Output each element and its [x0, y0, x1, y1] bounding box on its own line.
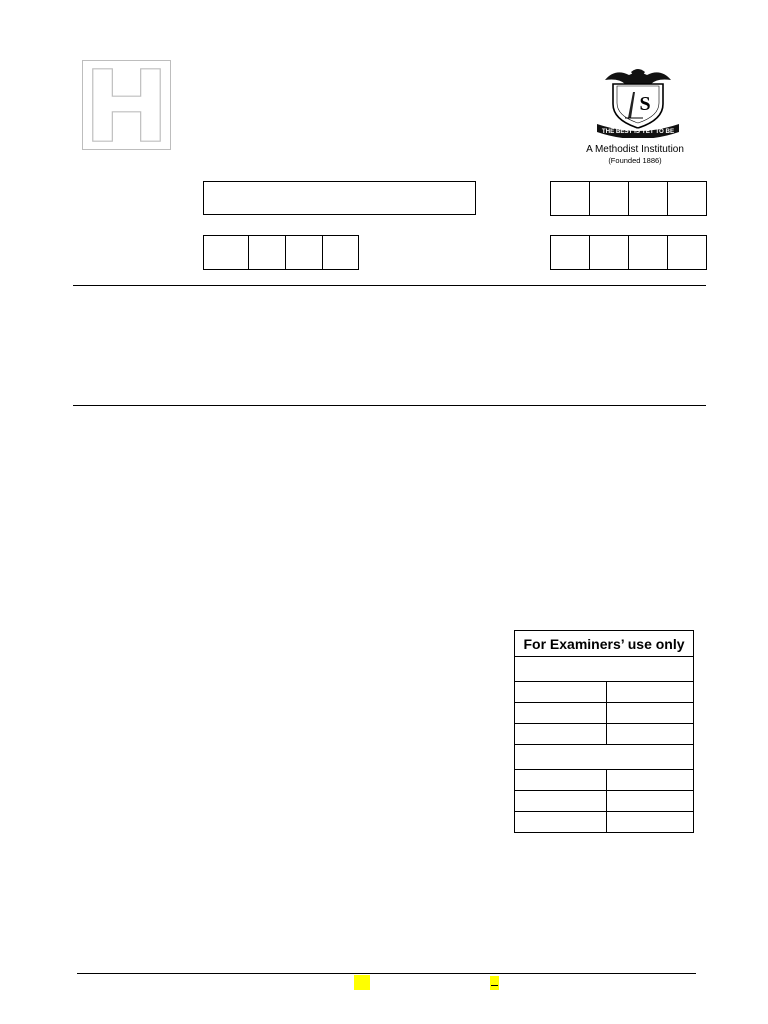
footer-divider — [77, 973, 696, 974]
school-crest-icon — [595, 66, 681, 138]
examiners-table-cell — [607, 703, 694, 724]
candidate-name-field[interactable] — [203, 181, 476, 215]
section-divider — [73, 405, 706, 406]
examiners-table-cell — [607, 812, 694, 833]
section-divider — [73, 285, 706, 286]
crest-tagline: A Methodist Institution — [586, 144, 684, 155]
centre-number-digit[interactable] — [550, 181, 590, 216]
examiners-table-cell — [515, 745, 694, 770]
centre-number-boxes — [550, 181, 707, 216]
examiners-table-cell — [515, 682, 607, 703]
examiners-table-cell — [515, 791, 607, 812]
index-number-digit[interactable] — [550, 235, 590, 270]
examiners-table-cell — [607, 791, 694, 812]
index-number-boxes — [550, 235, 707, 270]
index-number-digit[interactable] — [667, 235, 707, 270]
examiners-table-cell — [607, 682, 694, 703]
centre-number-digit[interactable] — [628, 181, 668, 216]
examiners-table-cell — [607, 724, 694, 745]
h-logo-icon — [82, 60, 171, 150]
examiners-table-cell — [515, 657, 694, 682]
svg-text:S: S — [639, 93, 651, 115]
class-index-digit[interactable] — [248, 235, 286, 270]
index-number-digit[interactable] — [589, 235, 629, 270]
examiners-table-cell — [515, 724, 607, 745]
highlight-mark — [490, 976, 499, 990]
examiners-table-cell — [515, 770, 607, 791]
crest-motto: THE BEST IS YET TO BE — [601, 128, 675, 135]
examiners-table-cell — [607, 770, 694, 791]
centre-number-digit[interactable] — [667, 181, 707, 216]
class-index-boxes — [203, 235, 359, 270]
examiners-table-cell — [515, 703, 607, 724]
crest-founded-year: (Founded 1886) — [608, 156, 662, 165]
index-number-digit[interactable] — [628, 235, 668, 270]
class-index-digit[interactable] — [322, 235, 359, 270]
examiners-use-table — [514, 630, 694, 833]
highlight-mark — [354, 975, 370, 990]
class-index-digit[interactable] — [285, 235, 323, 270]
examiners-table-cell — [515, 812, 607, 833]
class-index-digit[interactable] — [203, 235, 249, 270]
examiners-table-heading: For Examiners’ use only — [515, 631, 694, 657]
centre-number-digit[interactable] — [589, 181, 629, 216]
